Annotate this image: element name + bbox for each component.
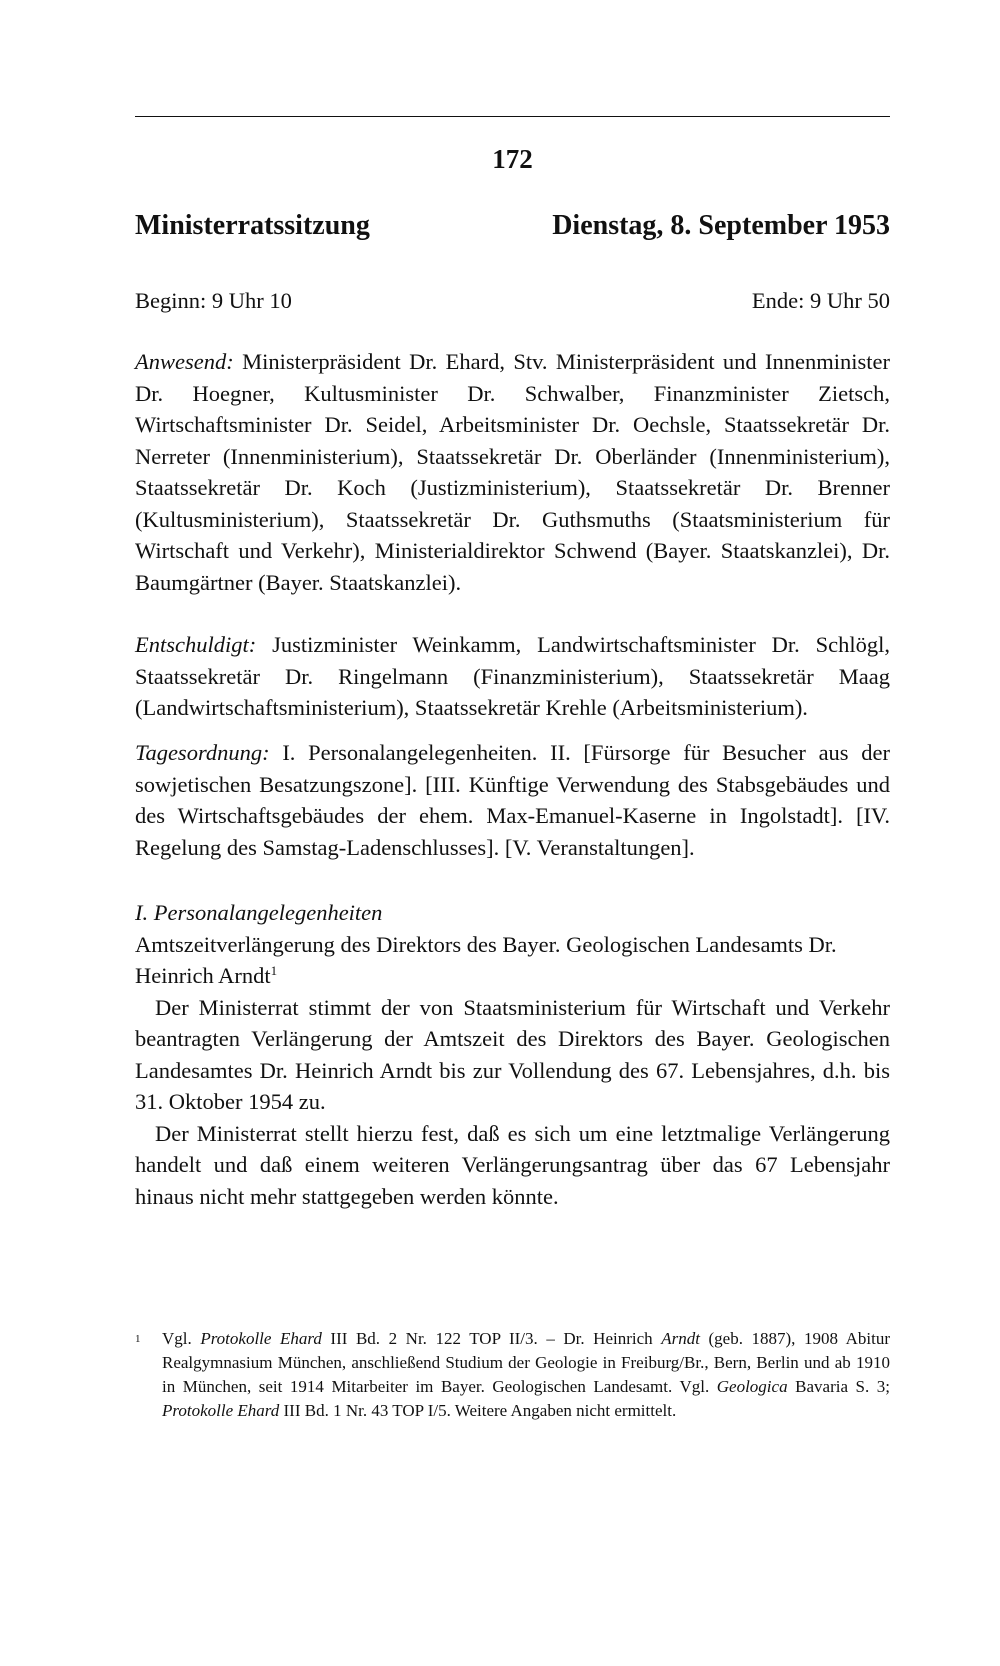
footnote-text-part: III Bd. 2 Nr. 122 TOP II/3. – Dr. Heinrich (321, 1329, 662, 1348)
attendees-text: Ministerpräsident Dr. Ehard, Stv. Ministerpräsident und Innenminister Dr. Hoegner, Kultusminister Dr. Schwalber, Finanzminister Zietsch, Wirtschaftsminister Dr. Seidel, Arbeitsminister Dr. Oechsle, Staatssekretär Dr. Nerreter (Innenministerium), Staatssekretär Dr. Oberländer (Innenministerium), Staatssekretär Dr. Koch (Justizministerium), Staatssekretär Dr. Brenner (Kultusministerium), Staatssekretär Dr. Guthsmuths (Staatsministerium für Wirtschaft und Verkehr), Ministerialdirektor Schwend (Bayer. Staatskanzlei), Dr. Baumgärtner (Bayer. Staatskanzlei). (135, 349, 891, 595)
footnote-text (162, 1327, 890, 1423)
excused-text: Justizminister Weinkamm, Landwirtschaftsminister Dr. Schlögl, Staatssekretär Dr. Ringelmann (Finanzministerium), Staatssekretär Maag (Landwirtschaftsministerium), Staatssekretär Krehle (Arbeitsministerium). (135, 632, 890, 720)
begin-time: Beginn: 9 Uhr 10 (135, 288, 292, 313)
footnote-text-part: Bavaria S. 3; (787, 1377, 890, 1396)
excused-paragraph (135, 629, 890, 724)
agenda-paragraph (135, 737, 890, 863)
footnote-text-part: (geb. 1887), 1908 Abitur Realgymnasium München, anschließend Studium der Geologie in Freiburg/Br., Bern, Berlin und ab 1910 in München, seit 1914 Mitarbeiter im Bayer. Geologischen Landesamt. Vgl. (162, 1329, 890, 1396)
decision-paragraph-2: Der Ministerrat stellt hierzu fest, daß es sich um eine letztmalige Verlängerung handelt und daß einem weiteren Verlängerungsantrag über das 67 Lebensjahr hinaus nicht mehr stattgegeben werden könnte. (135, 1120, 890, 1209)
agenda-label: Tagesordnung: (135, 740, 270, 765)
session-times (135, 288, 890, 314)
agenda-text: I. Personalangelegenheiten. II. [Fürsorge für Besucher aus der sowjetischen Besatzungszone]. [III. Künftige Verwendung des Stabsgebäudes und des Wirtschaftsgebäudes der ehem. Max-Emanuel-Kaserne in Ingolstadt]. [IV. Regelung des Samstag-Ladenschlusses]. [V. Veranstaltungen]. (135, 740, 890, 860)
footnote-text-part: Vgl. (162, 1329, 201, 1348)
footnote-citation-italic: Protokolle Ehard (162, 1401, 280, 1420)
section-personal (135, 897, 890, 1212)
page-number: 172 (492, 144, 533, 174)
footnote (135, 1327, 890, 1423)
section-subject-text: Amtszeitverlängerung des Direktors des Bayer. Geologischen Landesamts Dr. Heinrich Arndt (135, 931, 837, 988)
section-subject (135, 929, 890, 992)
excused-label: Entschuldigt: (135, 632, 257, 657)
decision-paragraph-1: Der Ministerrat stimmt der von Staatsministerium für Wirtschaft und Verkehr beantragten Verlängerung der Amtszeit des Direktors des Bayer. Geologischen Landesamtes Dr. Heinrich Arndt bis zur Vollendung des 67. Lebensjahres, d.h. bis 31. Oktober 1954 zu. (135, 994, 890, 1114)
footnote-citation-italic: Arndt (661, 1329, 700, 1348)
session-title: Ministerratssitzung (135, 210, 370, 241)
end-time: Ende: 9 Uhr 50 (751, 288, 890, 313)
attendees-label: Anwesend: (135, 349, 234, 374)
attendees-paragraph (135, 346, 890, 598)
footnote-citation-italic: Geologica (716, 1377, 788, 1396)
footnote-marker: 1 (135, 1333, 141, 1345)
footnote-citation-italic: Protokolle Ehard (200, 1329, 322, 1348)
session-header (135, 210, 890, 242)
session-date: Dienstag, 8. September 1953 (552, 210, 890, 241)
footnote-text-part: III Bd. 1 Nr. 43 TOP I/5. Weitere Angaben nicht ermittelt. (279, 1401, 677, 1420)
footnote-reference[interactable]: 1 (270, 963, 278, 978)
section-heading: I. Personalangelegenheiten (135, 900, 383, 925)
top-rule (135, 116, 890, 117)
